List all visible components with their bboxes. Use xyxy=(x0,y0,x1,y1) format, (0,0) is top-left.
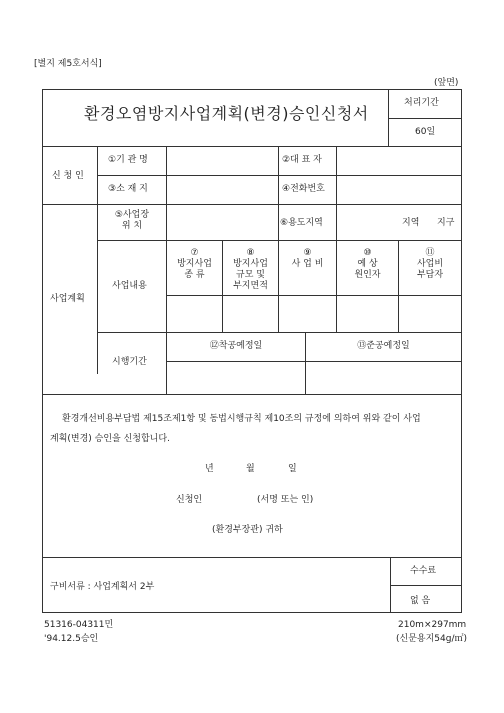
implementation-period-label: 시행기간 xyxy=(112,357,147,367)
applicant-section-label: 신 청 인 xyxy=(52,171,84,181)
site-location-line2: 위 치 xyxy=(121,221,143,231)
paper-type: (신문용지54g/㎡) xyxy=(396,634,467,644)
prevention-scale-field[interactable] xyxy=(224,297,277,331)
address-field[interactable] xyxy=(168,177,276,203)
column-number: ⑦ xyxy=(190,248,199,258)
column-header-line: 방지사업 xyxy=(177,259,212,269)
declaration-line-1: 환경개선비용부담법 제15조제1항 및 동법시행규칙 제10조의 규정에 의하여 위와 같이 사업 xyxy=(62,414,421,424)
column-number: ⑩ xyxy=(363,248,372,258)
zoning-label: ⑥용도지역 xyxy=(280,218,323,228)
column-header-line: 규모 및 xyxy=(236,270,265,280)
site-location-field[interactable] xyxy=(168,206,276,238)
required-documents: 구비서류 : 사업계획서 2부 xyxy=(50,582,155,592)
org-name-field[interactable] xyxy=(168,148,276,174)
column-header-line: 종 류 xyxy=(184,270,205,280)
cost-bearer-field[interactable] xyxy=(400,297,460,331)
start-date-label: ⑫착공예정일 xyxy=(209,341,263,351)
column-number: ⑪ xyxy=(425,248,435,258)
form-title: 환경오염방지사업계획(변경)승인신청서 xyxy=(84,104,369,123)
zone-area-label: 지역 xyxy=(402,218,420,228)
prevention-type-field[interactable] xyxy=(168,297,221,331)
column-header-prevention-type xyxy=(167,248,222,281)
zone-district-label: 지구 xyxy=(437,218,455,228)
column-header-line: 부담자 xyxy=(416,270,444,280)
column-header-line: 방지사업 xyxy=(233,259,268,269)
signature-hint: (서명 또는 인) xyxy=(257,495,314,505)
column-header-line: 예 상 xyxy=(357,259,378,269)
declaration-line-2: 계획(변경) 승인을 신청합니다. xyxy=(50,434,170,444)
column-header-project-cost xyxy=(279,248,336,270)
expected-cause-field[interactable] xyxy=(338,297,397,331)
column-header-line: 원인자 xyxy=(354,270,381,280)
column-header-line: 부지면적 xyxy=(233,281,268,291)
business-plan-section-label: 사업계획 xyxy=(50,294,85,304)
representative-field[interactable] xyxy=(338,148,460,174)
column-header-line: 사업비 xyxy=(416,259,444,269)
business-content-label: 사업내용 xyxy=(112,281,147,291)
column-header-line: 사 업 비 xyxy=(291,259,324,269)
approval-date: '94.12.5승인 xyxy=(44,634,99,644)
project-cost-field[interactable] xyxy=(280,297,335,331)
processing-period-value: 60일 xyxy=(415,127,436,137)
date-month-label: 월 xyxy=(246,464,255,474)
paper-size: 210m×297mm xyxy=(398,620,467,630)
date-year-label: 년 xyxy=(205,464,214,474)
column-number: ⑨ xyxy=(303,248,312,258)
org-name-label: ①기 관 명 xyxy=(108,155,148,165)
fee-value: 없 음 xyxy=(410,596,431,606)
fee-label: 수수료 xyxy=(410,566,437,576)
start-date-field[interactable] xyxy=(168,363,304,393)
address-label: ③소 재 지 xyxy=(108,184,148,194)
site-location-label xyxy=(102,210,162,232)
completion-date-field[interactable] xyxy=(307,363,460,393)
column-header-cost-bearer xyxy=(399,248,461,281)
applicant-signature-label: 신청인 xyxy=(176,495,203,505)
representative-label: ②대 표 자 xyxy=(282,155,322,165)
column-header-expected-cause xyxy=(337,248,398,281)
completion-date-label: ⑬준공예정일 xyxy=(357,341,410,351)
form-code: 51316-04311민 xyxy=(44,620,114,630)
site-location-line1: ⑤사업장 xyxy=(114,210,150,220)
phone-label: ④전화번호 xyxy=(282,184,325,194)
form-number-tag: [별지 제5호서식] xyxy=(34,59,102,69)
processing-period-label: 처리기간 xyxy=(404,98,439,108)
front-side-label: (앞면) xyxy=(434,78,459,88)
date-day-label: 일 xyxy=(288,464,297,474)
phone-field[interactable] xyxy=(338,177,460,203)
addressee: (환경부장관) 귀하 xyxy=(212,525,283,535)
column-header-prevention-scale xyxy=(223,248,278,292)
column-number: ⑧ xyxy=(246,248,255,258)
